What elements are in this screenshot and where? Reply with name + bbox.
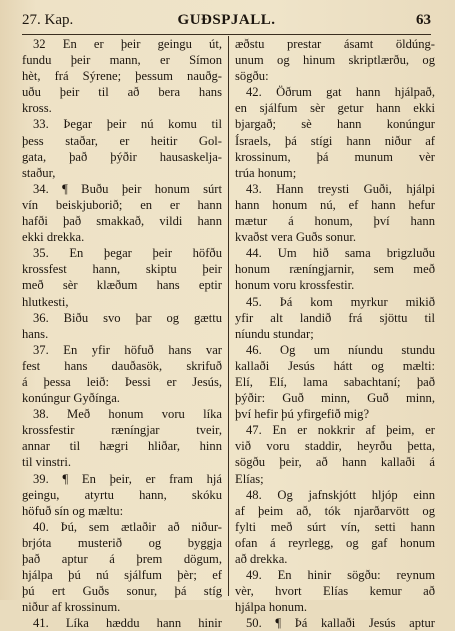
text-line: sögðu þeir, að hann kallaði á (235, 455, 435, 470)
text-line: geingu, atyrtu hann, skóku (22, 487, 222, 502)
text-line: kross. (22, 101, 52, 116)
text-line: hèt, frá Sýrene; þessum nauðg- (22, 69, 222, 84)
text-line: til vinstri. (22, 455, 71, 470)
text-line: krossfest hann, skiptu þeir (22, 262, 222, 277)
text-line: hann honum nú, ef hann hefur (235, 197, 435, 212)
running-header (22, 10, 431, 32)
text-line: kallaði Jesús hátt og mælti: (235, 358, 435, 373)
text-line: 38. Með honum voru líka (33, 407, 222, 422)
text-line: 35. En þegar þeir höfðu (33, 246, 222, 261)
text-line: að drekka. (235, 552, 288, 566)
chapter-label: 27. Kap. (22, 12, 74, 28)
text-line: æðstu prestar ásamt öldúng- (235, 37, 435, 51)
text-line: 39. ¶ En þeir, er fram hjá (33, 471, 222, 486)
text-line: 34. ¶ Buðu þeir honum súrt (33, 181, 222, 196)
text-line: hjálpa þú nú sjálfum þèr; ef (22, 568, 222, 583)
running-title: GUÐSPJALL. (177, 12, 276, 28)
page-number: 63 (416, 12, 431, 28)
text-line: uðu þeir til að bera hans (22, 85, 222, 100)
text-line: ofan á reyrlegg, og gaf honum (235, 535, 435, 550)
text-line: 33. Þegar þeir nú komu til (33, 117, 222, 132)
text-line: 37. En yfir höfuð hans var (33, 342, 222, 357)
text-line: unum og hinum skriptlærðu, og (235, 53, 435, 68)
text-line: fundu þeir mann, er Símon (22, 53, 222, 68)
text-line: fylti með súrt vín, setti hann (235, 519, 435, 534)
text-line: 44. Um hið sama brigzluðu (246, 246, 435, 261)
text-line: gata, það þýðir hausaskelja- (22, 149, 222, 164)
text-line: 47. En er nokkrir af þeim, er (246, 423, 435, 438)
text-line: ekki drekka. (22, 230, 85, 245)
text-line: mætur á honum, því hann (235, 214, 435, 229)
text-line: krossfestir ræníngjar tveir, (22, 423, 222, 438)
text-line: brjóta musterið og byggja (22, 535, 222, 550)
text-line: Ísraels, þá stígi hann niður af (235, 133, 435, 148)
text-line: konúngur Gyðínga. (22, 391, 120, 406)
text-line: þýðir: Guð minn, Guð minn, (235, 391, 435, 406)
column-divider (228, 36, 229, 596)
text-line: hlutkesti, (22, 294, 69, 309)
text-line: 36. Biðu svo þar og gættu (33, 310, 222, 325)
text-line: níundu stundar; (235, 326, 314, 341)
text-line: 50. ¶ Þá kallaði Jesús aptur (246, 616, 435, 631)
right-text-column (235, 36, 435, 631)
text-line: staður, (22, 165, 56, 180)
text-line: 45. Þá kom myrkur mikið (246, 294, 435, 309)
text-line: við voru staddir, heyrðu þetta, (235, 439, 435, 454)
text-line: 43. Hann treysti Guði, hjálpi (246, 181, 435, 196)
text-line: hjálpa honum. (235, 600, 308, 615)
text-line: því hefir þú yfirgefið mig? (235, 407, 370, 422)
text-line: höfuð sín og mæltu: (22, 503, 124, 518)
text-line: kvaðst vera Guðs sonur. (235, 230, 357, 245)
text-line: annar til hægri hliðar, hinn (22, 439, 222, 454)
text-line: Elí, Elí, lama sabachtaní; það (235, 374, 435, 389)
text-line: krossinum, þá munum vèr (235, 149, 435, 164)
text-line: 46. Og um níundu stundu (246, 342, 435, 357)
text-line: en sjálfum sèr getur hann ekki (235, 101, 435, 116)
text-line: 40. Þú, sem ætlaðir að niður- (33, 519, 222, 534)
text-line: af þeim að, tók njarðarvött og (235, 503, 435, 518)
left-text-column (22, 36, 222, 631)
text-line: vín beiskjuborið; en er hann (22, 197, 222, 212)
text-line: honum ræníngjarnir, sem með (235, 262, 435, 277)
text-line: yfir alt landið frá sjöttu til (235, 310, 435, 325)
text-line: hafði það smakkað, vildi hann (22, 214, 222, 229)
text-line: 49. En hinir sögðu: reynum (246, 568, 435, 583)
text-line: 41. Líka hæddu hann hinir (33, 616, 222, 631)
text-line: hans. (22, 326, 49, 341)
text-line: bjargað; sè hann konúngur (235, 117, 435, 132)
text-line: það aptur á þrem dögum, (22, 552, 222, 566)
text-line: þú ert Guðs sonur, þá stíg (22, 584, 222, 599)
text-line: fest hans dauðasök, skrifuð (22, 358, 222, 373)
text-line: vèr, hvort Elías kemur að (235, 584, 435, 599)
text-line: 42. Öðrum gat hann hjálpað, (246, 85, 435, 100)
text-line: á þessa leið: Þessi er Jesús, (22, 374, 222, 389)
text-line: honum voru krossfestir. (235, 278, 355, 293)
text-line: 48. Og jafnskjótt hljóp einn (246, 487, 435, 502)
text-line: sögðu: (235, 69, 269, 84)
text-line: trúa honum; (235, 165, 297, 180)
text-line: þess staðar, er heitir Gol- (22, 133, 222, 148)
header-rule (22, 34, 431, 35)
text-line: Elías; (235, 471, 264, 486)
text-line: með sèr klæðum hans eptir (22, 278, 222, 293)
text-line: niður af krossinum. (22, 600, 121, 615)
text-line: 32 En er þeir geingu út, (33, 37, 222, 51)
